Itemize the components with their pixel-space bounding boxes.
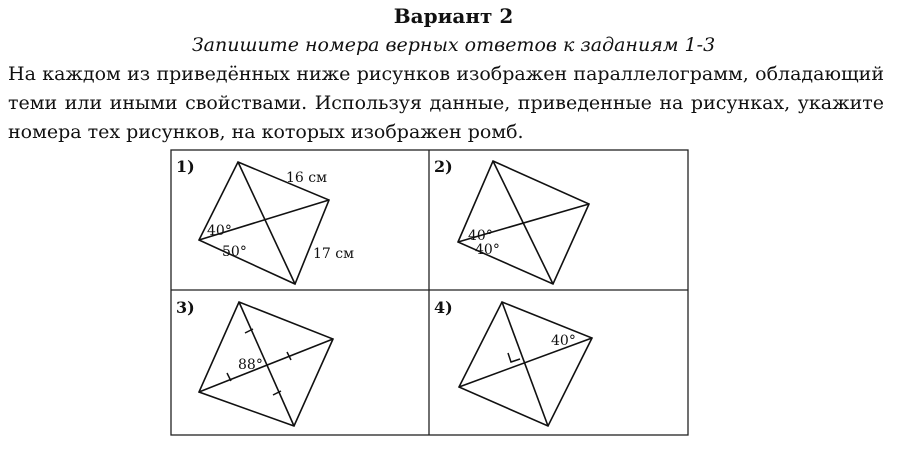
figure-4-label-angle: 40°: [551, 333, 576, 349]
figure-1-number: 1): [176, 157, 195, 176]
grid-lines: [171, 150, 688, 435]
figure-1-label-angle-bottom: 50°: [222, 244, 247, 260]
task-text: На каждом из приведённых ниже рисунков изображен параллелограмм, обладающий теми или иными свойствами. Используя данные, приведенные на рисунках, укажите номера тех рисунков, на которых изображен ромб.: [8, 63, 884, 143]
figure-4-right-angle-mark: [508, 353, 520, 362]
figure-3-label-angle: 88°: [238, 357, 263, 373]
figure-3-number: 3): [176, 298, 195, 317]
variant-title: Вариант 2: [393, 4, 514, 28]
figure-3: [176, 298, 333, 426]
figure-2-label-angle-top: 40°: [468, 228, 493, 244]
figure-1: [176, 157, 354, 284]
figure-3-shape: [199, 302, 333, 426]
figure-4-shape: [459, 302, 592, 426]
figure-2-number: 2): [434, 157, 453, 176]
figure-2-label-angle-bottom: 40°: [475, 242, 500, 258]
figure-4-number: 4): [434, 298, 453, 317]
figure-1-label-side-right: 17 см: [313, 246, 354, 262]
figure-1-label-angle-top: 40°: [207, 223, 232, 239]
figure-4: [434, 298, 592, 426]
figure-1-label-side-top: 16 см: [286, 170, 327, 186]
figure-2: [434, 157, 589, 284]
instruction-subtitle: Запишите номера верных ответов к заданиям 1-3: [191, 34, 716, 56]
figure-2-shape: [458, 161, 589, 284]
